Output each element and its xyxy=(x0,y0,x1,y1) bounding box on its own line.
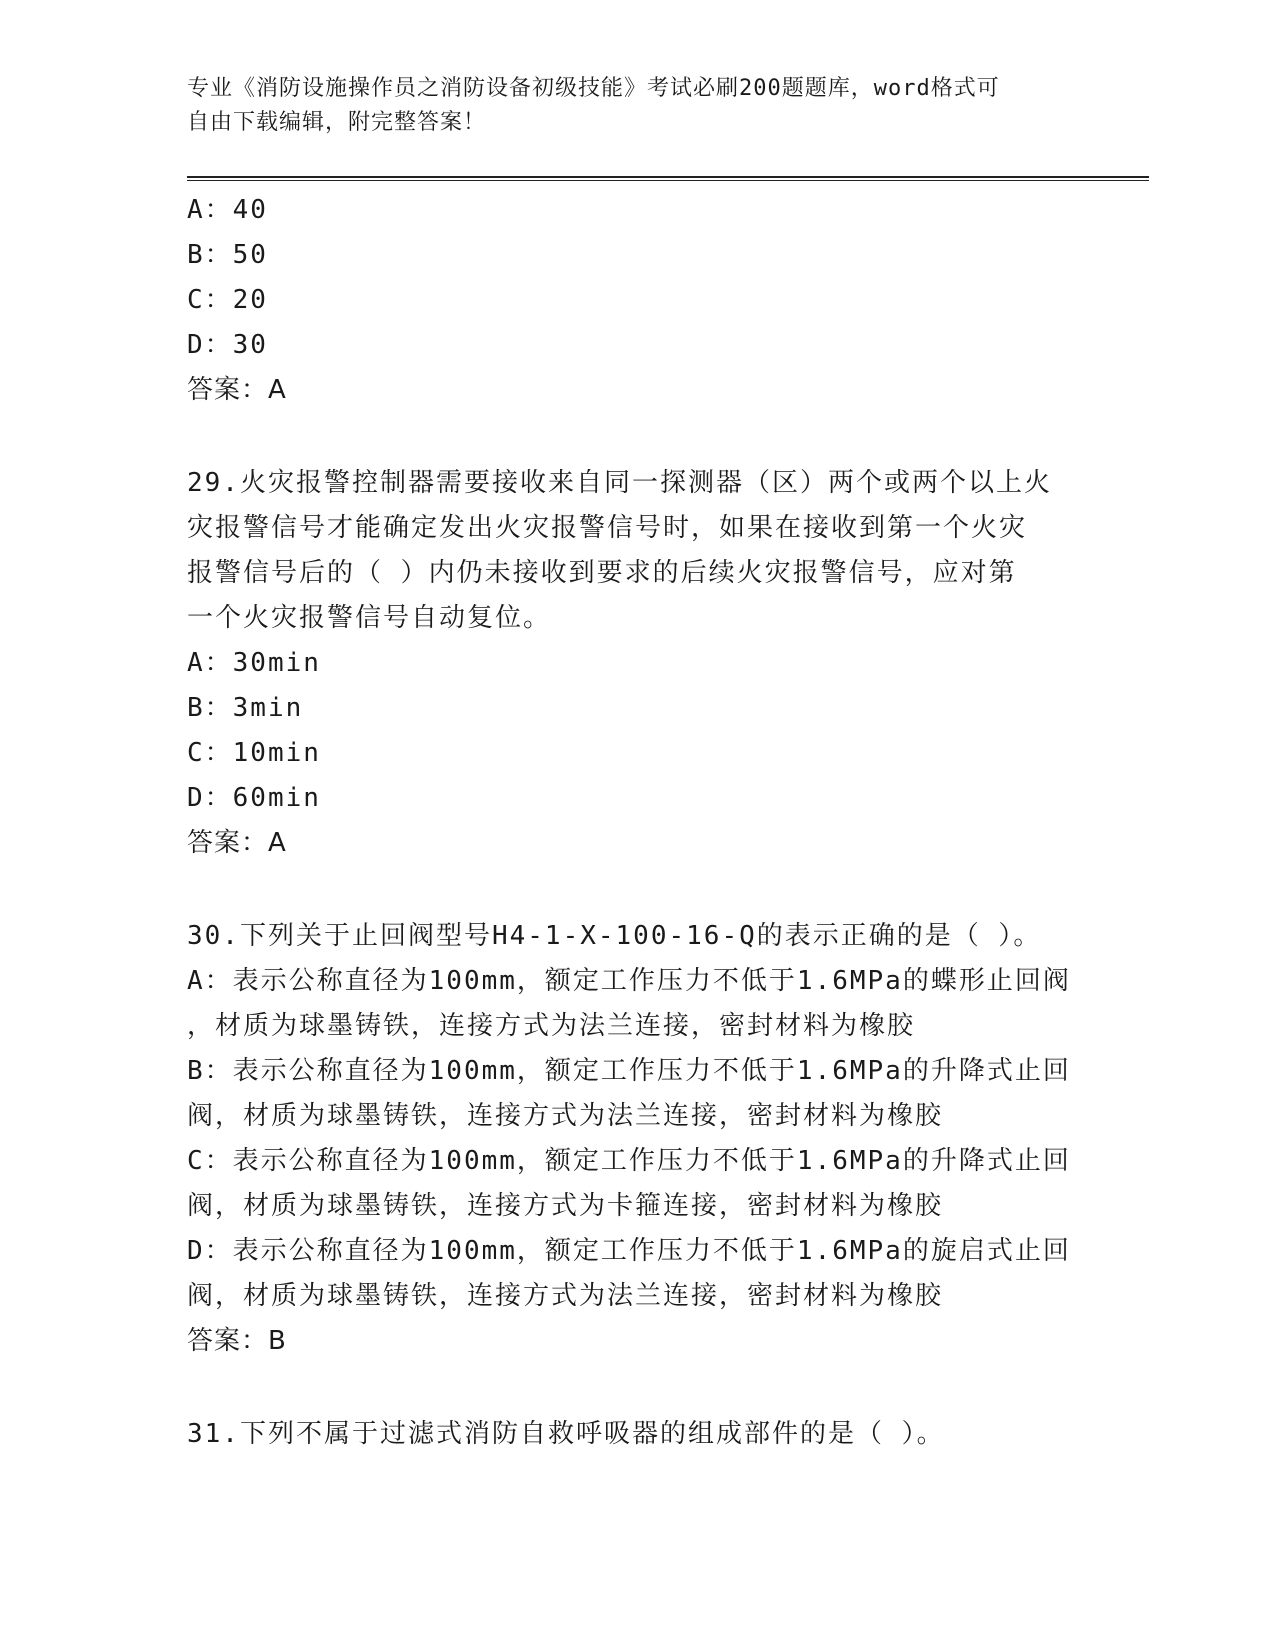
option-a: A：30min xyxy=(187,648,321,678)
question-stem-line: 报警信号后的（ ）内仍未接收到要求的后续火灾报警信号，应对第 xyxy=(187,558,1017,588)
option-d: D：30 xyxy=(187,330,268,360)
option-d: D：表示公称直径为100mm，额定工作压力不低于1.6MPa的旋启式止回 xyxy=(187,1236,1071,1266)
question-stem-line: 30.下列关于止回阀型号H4-1-X-100-16-Q的表示正确的是（ ）。 xyxy=(187,921,1042,951)
option-c: C：表示公称直径为100mm，额定工作压力不低于1.6MPa的升降式止回 xyxy=(187,1146,1071,1176)
question-30 xyxy=(187,914,1077,1364)
spacer xyxy=(187,866,1077,914)
header-line-2: 自由下载编辑，附完整答案！ xyxy=(187,110,487,135)
question-31 xyxy=(187,1412,1077,1457)
spacer xyxy=(187,413,1077,461)
option-b: B：50 xyxy=(187,240,268,270)
answer: 答案：B xyxy=(187,1326,287,1356)
page-header xyxy=(187,72,1057,140)
question-stem-line: 一个火灾报警信号自动复位。 xyxy=(187,603,552,633)
option-c: C：20 xyxy=(187,285,268,315)
option-b-continued: 阀，材质为球墨铸铁，连接方式为法兰连接，密封材料为橡胶 xyxy=(187,1101,944,1131)
option-c-continued: 阀，材质为球墨铸铁，连接方式为卡箍连接，密封材料为橡胶 xyxy=(187,1191,944,1221)
option-d: D：60min xyxy=(187,783,321,813)
option-b: B：3min xyxy=(187,693,304,723)
question-stem-line: 31.下列不属于过滤式消防自救呼吸器的组成部件的是（ ）。 xyxy=(187,1419,945,1449)
option-c: C：10min xyxy=(187,738,321,768)
question-28 xyxy=(187,188,1077,413)
question-stem-line: 29.火灾报警控制器需要接收来自同一探测器（区）两个或两个以上火 xyxy=(187,468,1052,498)
question-stem-line: 灾报警信号才能确定发出火灾报警信号时，如果在接收到第一个火灾 xyxy=(187,513,1028,543)
header-line-1: 专业《消防设施操作员之消防设备初级技能》考试必刷200题题库，word格式可 xyxy=(187,76,1000,101)
question-list xyxy=(187,188,1077,1457)
option-b: B：表示公称直径为100mm，额定工作压力不低于1.6MPa的升降式止回 xyxy=(187,1056,1071,1086)
question-29 xyxy=(187,461,1077,866)
spacer xyxy=(187,1364,1077,1412)
option-a: A：表示公称直径为100mm，额定工作压力不低于1.6MPa的蝶形止回阀 xyxy=(187,966,1071,996)
header-divider xyxy=(187,176,1149,181)
option-a: A：40 xyxy=(187,195,268,225)
option-a-continued: ，材质为球墨铸铁，连接方式为法兰连接，密封材料为橡胶 xyxy=(187,1011,916,1041)
answer: 答案：A xyxy=(187,375,287,405)
option-d-continued: 阀，材质为球墨铸铁，连接方式为法兰连接，密封材料为橡胶 xyxy=(187,1281,944,1311)
answer: 答案：A xyxy=(187,828,287,858)
